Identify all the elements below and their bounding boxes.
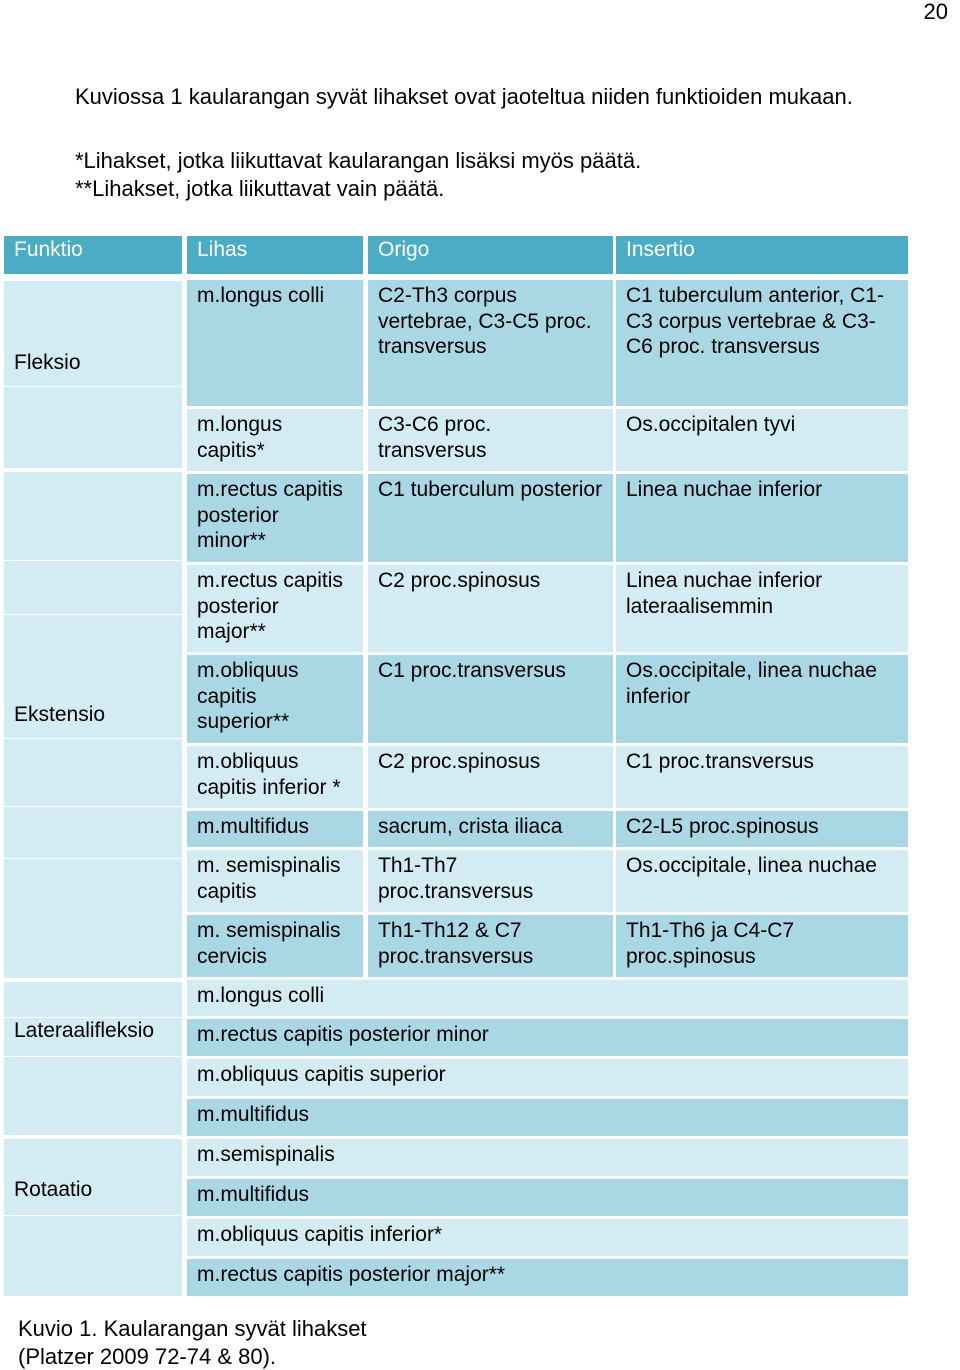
table-cell-origo: C1 proc.transversus [368,655,613,743]
table-cell-insertio: C1 proc.transversus [616,746,908,808]
table-cell-insertio: Linea nuchae inferior lateraalisemmin [616,565,908,652]
table-cell-lihas-span: m.rectus capitis posterior minor [187,1019,908,1056]
table-cell-origo: C2 proc.spinosus [368,746,613,808]
page-number: 20 [923,0,948,24]
table-cell-lihas-span: m.multifidus [187,1179,908,1216]
table-cell-insertio: Th1-Th6 ja C4-C7 proc.spinosus [616,915,908,977]
footnote-double-asterisk: **Lihakset, jotka liikuttavat vain päätä. [75,176,445,201]
table-cell-insertio: Os.occipitalen tyvi [616,409,908,471]
table-cell-insertio: C1 tuberculum anterior, C1-C3 corpus vertebrae & C3-C6 proc. transversus [616,280,908,406]
header-insertio: Insertio [616,236,908,274]
table-cell-lihas: m.longus capitis* [187,409,363,471]
table-cell-lihas-span: m.longus colli [187,980,908,1016]
table-cell-lihas: m. semispinalis cervicis [187,915,363,977]
table-cell-insertio: C2-L5 proc.spinosus [616,811,908,847]
table-cell-origo: C3-C6 proc. transversus [368,409,613,471]
header-origo: Origo [368,236,613,274]
table-cell-lihas-span: m.semispinalis [187,1139,908,1176]
function-rotaatio-label: Rotaatio [14,1177,93,1201]
table-cell-lihas-span: m.obliquus capitis superior [187,1059,908,1096]
function-fleksio [4,281,182,468]
table-cell-lihas: m.rectus capitis posterior minor** [187,474,363,562]
table-cell-origo: C2 proc.spinosus [368,565,613,652]
figure-caption: Kuvio 1. Kaularangan syvät lihakset [18,1316,367,1341]
table-cell-lihas: m.obliquus capitis superior** [187,655,363,743]
function-rotaatio [4,1139,182,1296]
table-cell-lihas: m.multifidus [187,811,363,847]
table-cell-lihas-span: m.obliquus capitis inferior* [187,1219,908,1256]
figure-source: (Platzer 2009 72-74 & 80). [18,1344,277,1369]
function-lateraalifleksio [4,982,182,1135]
function-fleksio-label: Fleksio [14,350,81,374]
header-lihas: Lihas [187,236,363,274]
function-ekstensio-label: Ekstensio [14,703,106,727]
table-cell-insertio: Os.occipitale, linea nuchae inferior [616,655,908,743]
function-lateraalifleksio-label: Lateraalifleksio [14,1018,155,1042]
table-cell-origo: sacrum, crista iliaca [368,811,613,847]
table-cell-origo: C1 tuberculum posterior [368,474,613,562]
intro-line: Kuviossa 1 kaularangan syvät lihakset ovat jaoteltua niiden funktioiden mukaan. [75,84,853,109]
table-cell-insertio: Linea nuchae inferior [616,474,908,562]
table-cell-lihas: m.longus colli [187,280,363,406]
table-cell-lihas-span: m.rectus capitis posterior major** [187,1259,908,1296]
table-cell-origo: C2-Th3 corpus vertebrae, C3-C5 proc. transversus [368,280,613,406]
footnote-single-asterisk: *Lihakset, jotka liikuttavat kaularangan lisäksi myös päätä. [75,148,642,173]
table-cell-origo: Th1-Th7 proc.transversus [368,850,613,912]
table-cell-origo: Th1-Th12 & C7 proc.transversus [368,915,613,977]
table-cell-lihas: m. semispinalis capitis [187,850,363,912]
table-cell-lihas: m.obliquus capitis inferior * [187,746,363,808]
function-ekstensio [4,472,182,978]
table-cell-insertio: Os.occipitale, linea nuchae [616,850,908,912]
table-cell-lihas: m.rectus capitis posterior major** [187,565,363,652]
header-funktio: Funktio [4,236,182,274]
table-cell-lihas-span: m.multifidus [187,1099,908,1136]
